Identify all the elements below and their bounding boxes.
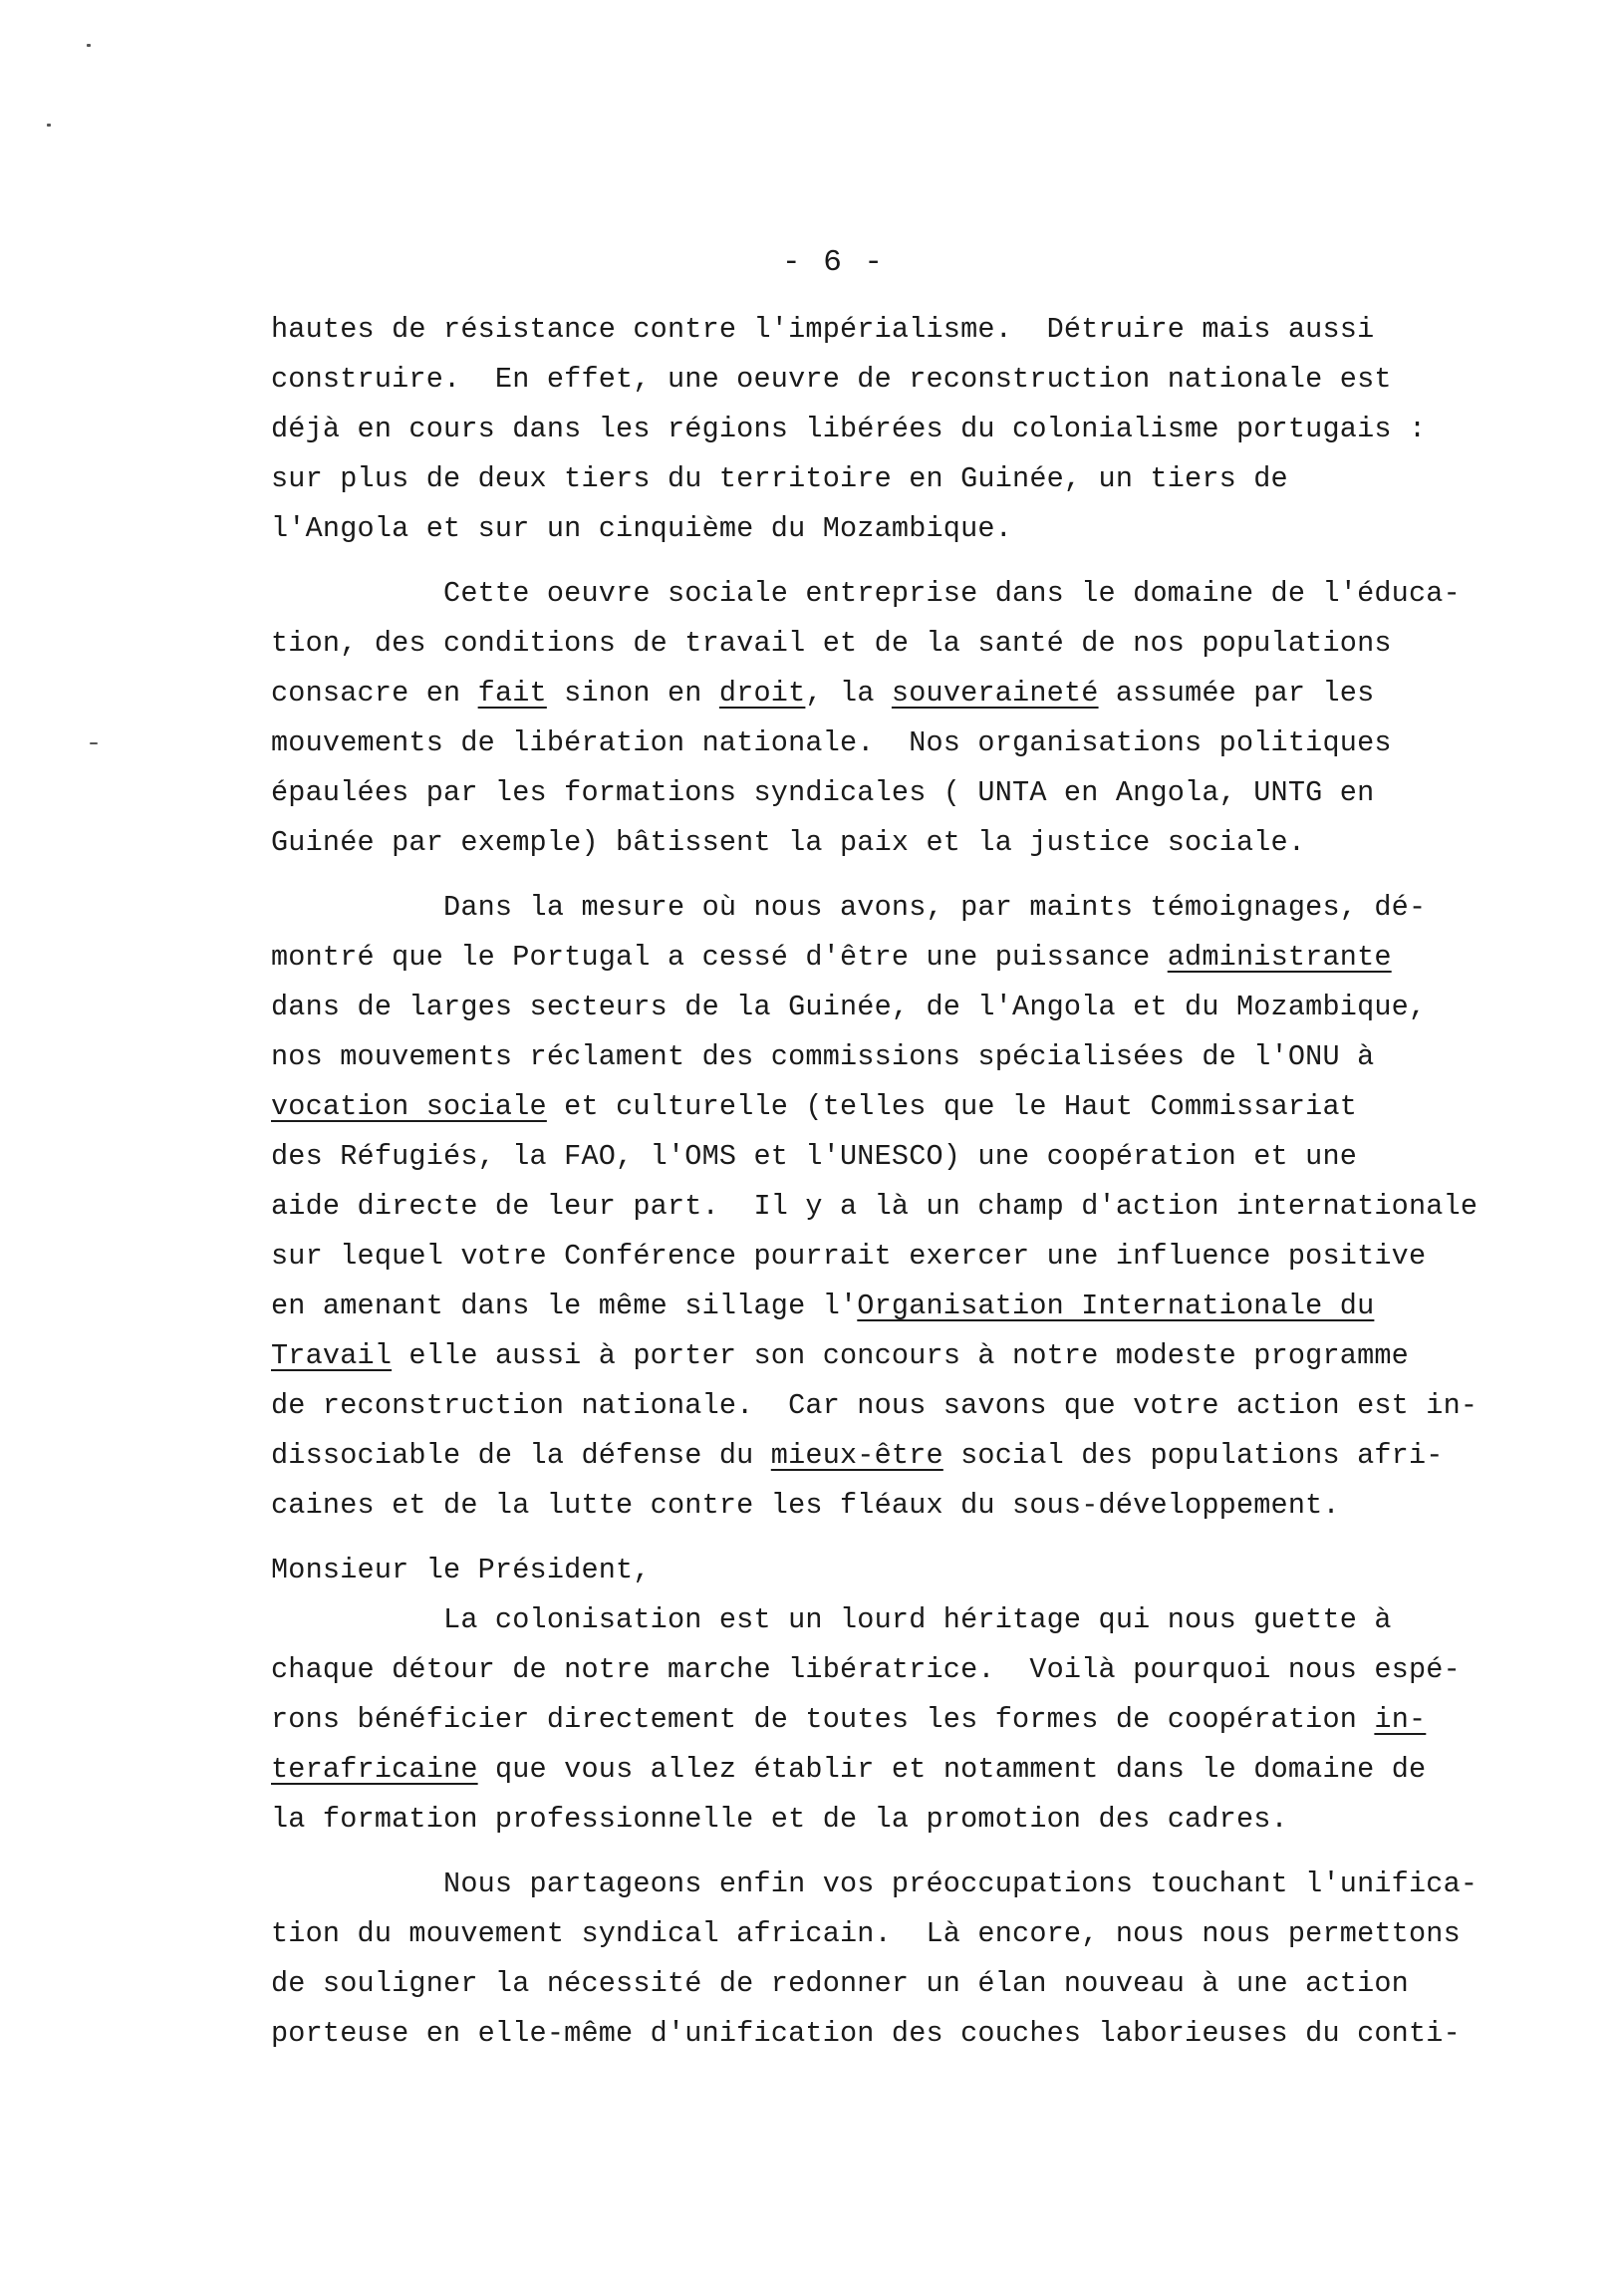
text-line [271, 1282, 1447, 1331]
text-line [271, 1132, 1447, 1182]
text-line [271, 1795, 1447, 1845]
text-run: sur lequel votre Conférence pourrait exercer une influence positive [271, 1240, 1427, 1273]
underlined-text: mieux-être [770, 1439, 943, 1472]
text-run: sinon en [546, 677, 719, 710]
text-run: déjà en cours dans les régions libérées du colonialisme portugais : [271, 413, 1427, 445]
text-run: Nous partageons enfin vos préoccupations touchant l'unifica- [271, 1867, 1478, 1900]
text-run: tion du mouvement syndical africain. Là encore, nous nous permettons [271, 1917, 1461, 1950]
underlined-text: Travail [271, 1339, 393, 1372]
paragraph [271, 569, 1461, 868]
page-number: - 6 - [782, 245, 886, 280]
text-run: dissociable de la défense du [271, 1439, 771, 1472]
text-run: de souligner la nécessité de redonner un élan nouveau à une action [271, 1967, 1409, 2000]
text-run: hautes de résistance contre l'impérialisme. Détruire mais aussi [271, 313, 1375, 346]
underlined-text: administrante [1167, 941, 1392, 974]
text-run: en amenant dans le même sillage l' [271, 1290, 858, 1322]
text-line [271, 1232, 1447, 1282]
text-run: mouvements de libération nationale. Nos organisations politiques [271, 726, 1392, 759]
text-run: et culturelle (telles que le Haut Commissariat [546, 1090, 1358, 1123]
underlined-text: terafricaine [271, 1753, 478, 1786]
text-run: rons bénéficier directement de toutes les formes de coopération [271, 1703, 1375, 1736]
text-line [271, 619, 1447, 669]
text-run: nos mouvements réclament des commissions spécialisées de l'ONU à [271, 1040, 1375, 1073]
text-run: Guinée par exemple) bâtissent la paix et la justice sociale. [271, 826, 1306, 859]
text-run: elle aussi à porter son concours à notre modeste programme [392, 1339, 1409, 1372]
text-line [271, 1595, 1447, 1645]
text-line [271, 1082, 1447, 1132]
text-run: sur plus de deux tiers du territoire en Guinée, un tiers de [271, 462, 1288, 495]
text-run: Monsieur le Président, [271, 1554, 651, 1586]
underlined-text: vocation sociale [271, 1090, 547, 1123]
text-line [271, 669, 1447, 718]
text-line [271, 1381, 1478, 1431]
text-line [271, 1745, 1447, 1795]
text-line [271, 933, 1447, 983]
text-run: dans de larges secteurs de la Guinée, de l'Angola et du Mozambique, [271, 991, 1427, 1023]
text-line [271, 305, 1447, 355]
paragraph [271, 1546, 1461, 1845]
text-line [271, 1645, 1461, 1695]
underlined-text: in- [1374, 1703, 1427, 1736]
text-line [271, 2009, 1461, 2059]
text-run: consacre en [271, 677, 478, 710]
underlined-text: souveraineté [891, 677, 1099, 710]
text-line [271, 1546, 1447, 1595]
text-run: caines et de la lutte contre les fléaux du sous-développement. [271, 1489, 1340, 1522]
text-line [271, 768, 1447, 818]
text-run: Cette oeuvre sociale entreprise dans le domaine de l'éduca- [271, 577, 1461, 610]
paragraph-gap [271, 868, 1447, 883]
text-run: l'Angola et sur un cinquième du Mozambique. [271, 512, 1013, 545]
underlined-text: fait [477, 677, 547, 710]
document-body [271, 305, 1478, 2059]
text-run: chaque détour de notre marche libératrice. Voilà pourquoi nous espé- [271, 1653, 1461, 1686]
paragraph [271, 1860, 1478, 2059]
text-line [271, 1032, 1447, 1082]
underlined-text: Organisation Internationale du [857, 1290, 1375, 1322]
text-line [271, 718, 1447, 768]
text-line [271, 1959, 1447, 2009]
text-line [271, 1331, 1447, 1381]
text-line [271, 1431, 1447, 1481]
text-line [271, 818, 1447, 868]
paragraph [271, 883, 1478, 1531]
text-run: tion, des conditions de travail et de la santé de nos populations [271, 627, 1392, 660]
text-run: des Réfugiés, la FAO, l'OMS et l'UNESCO) une coopération et une [271, 1140, 1358, 1173]
paragraph-gap [271, 1845, 1447, 1860]
text-line [271, 355, 1447, 405]
text-run: construire. En effet, une oeuvre de reconstruction nationale est [271, 363, 1392, 396]
paragraph-gap [271, 554, 1447, 569]
paragraph [271, 305, 1447, 554]
text-line [271, 405, 1447, 454]
text-line [271, 883, 1447, 933]
text-run: épaulées par les formations syndicales ( UNTA en Angola, UNTG en [271, 776, 1375, 809]
text-run: La colonisation est un lourd héritage qui nous guette à [271, 1603, 1392, 1636]
text-run: social des populations afri- [942, 1439, 1444, 1472]
text-run: aide directe de leur part. Il y a là un champ d'action internationale [271, 1190, 1478, 1223]
text-run: la formation professionnelle et de la promotion des cadres. [271, 1803, 1288, 1836]
scan-speck [47, 124, 51, 127]
text-run: , la [805, 677, 892, 710]
text-line [271, 983, 1447, 1032]
text-line [271, 1481, 1447, 1531]
text-line [271, 1695, 1447, 1745]
text-run: Dans la mesure où nous avons, par maints témoignages, dé- [271, 891, 1427, 924]
text-run: porteuse en elle-même d'unification des couches laborieuses du conti- [271, 2017, 1461, 2050]
underlined-text: droit [718, 677, 806, 710]
text-line [271, 569, 1461, 619]
text-line [271, 454, 1447, 504]
text-run: montré que le Portugal a cessé d'être une puissance [271, 941, 1168, 974]
text-run: que vous allez établir et notamment dans le domaine de [477, 1753, 1427, 1786]
paragraph-gap [271, 1531, 1447, 1546]
text-run: de reconstruction nationale. Car nous savons que votre action est in- [271, 1389, 1478, 1422]
text-line [271, 1860, 1478, 1909]
scan-speck [87, 44, 91, 47]
text-line [271, 1182, 1478, 1232]
text-line [271, 1909, 1461, 1959]
text-run: assumée par les [1098, 677, 1375, 710]
text-line [271, 504, 1447, 554]
scan-speck [90, 742, 98, 744]
